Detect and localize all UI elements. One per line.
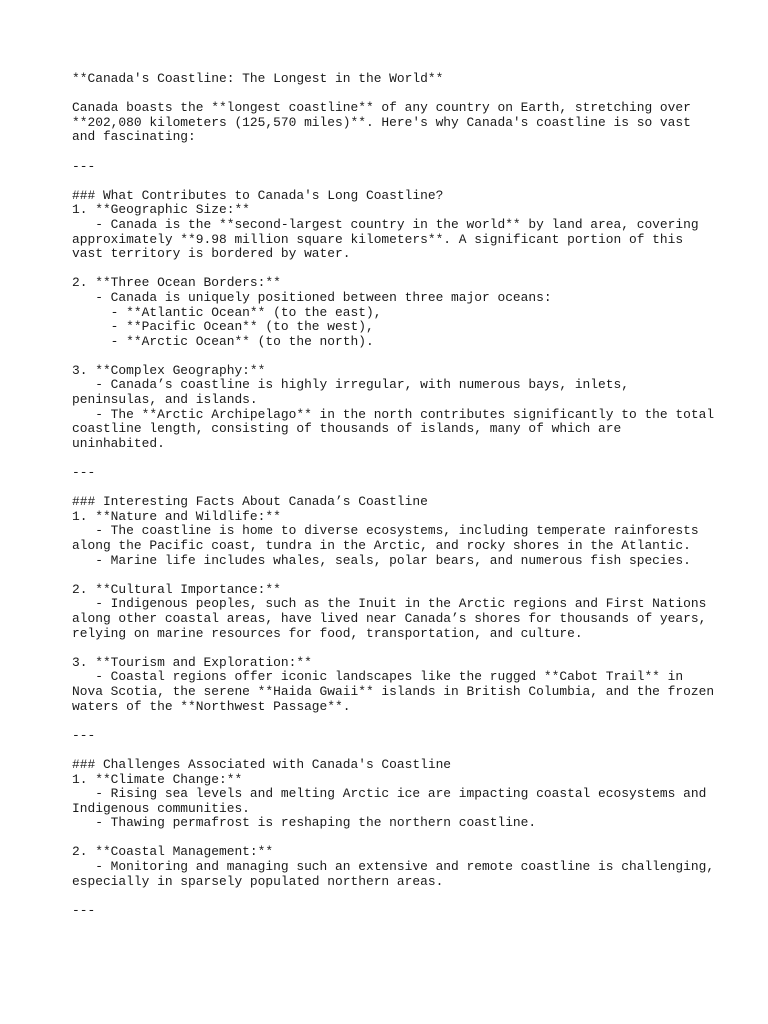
text-line: 2. **Coastal Management:** [72,844,274,860]
text-line: 3. **Tourism and Exploration:** [72,654,312,670]
text-line: - Rising sea levels and melting Arctic ice are impacting coastal ecosystems and [72,786,707,802]
text-line: 2. **Three Ocean Borders:** [72,275,281,291]
text-line: --- [72,902,96,918]
text-line: - Monitoring and managing such an extensive and remote coastline is challenging, [72,859,715,875]
text-line [72,568,712,583]
text-line [72,451,712,466]
text-line: and fascinating: [72,129,196,145]
text-line: ### Challenges Associated with Canada's Coastline [72,756,452,772]
text-line [72,481,712,496]
text-line: --- [72,465,96,481]
text-line [72,889,712,904]
text-line: especially in sparsely populated northern areas. [72,873,444,889]
text-line: - Indigenous peoples, such as the Inuit in the Arctic regions and First Nations [72,596,707,612]
text-line: vast territory is bordered by water. [72,246,351,262]
text-line: along other coastal areas, have lived near Canada’s shores for thousands of years, [72,610,707,626]
text-line: - **Atlantic Ocean** (to the east), [72,304,382,320]
text-line: ### Interesting Facts About Canada’s Coastline [72,494,428,510]
text-line: peninsulas, and islands. [72,392,258,408]
text-line: uninhabited. [72,435,165,451]
text-line: Canada boasts the **longest coastline** of any country on Earth, stretching over [72,100,691,116]
text-line [72,831,712,846]
text-line: - Thawing permafrost is reshaping the northern coastline. [72,815,537,831]
text-line [72,743,712,758]
text-line: - Canada is the **second-largest country in the world** by land area, covering [72,216,699,232]
text-line: **202,080 kilometers (125,570 miles)**. Here's why Canada's coastline is so vast [72,114,691,130]
text-line: 1. **Geographic Size:** [72,202,250,218]
text-line: - Marine life includes whales, seals, polar bears, and numerous fish species. [72,552,691,568]
text-line [72,714,712,729]
text-line: - Canada is uniquely positioned between three major oceans: [72,289,552,305]
text-line: 1. **Nature and Wildlife:** [72,508,281,524]
text-line [72,145,712,160]
text-line [72,262,712,277]
text-line [72,174,712,189]
text-line: 3. **Complex Geography:** [72,362,266,378]
text-line: approximately **9.98 million square kilometers**. A significant portion of this [72,231,684,247]
text-line: 2. **Cultural Importance:** [72,581,281,597]
text-line: coastline length, consisting of thousands of islands, many of which are [72,421,622,437]
text-line: - The **Arctic Archipelago** in the north contributes significantly to the total [72,406,715,422]
text-line [72,641,712,656]
text-line: **Canada's Coastline: The Longest in the World** [72,71,444,86]
text-line: - Coastal regions offer iconic landscapes like the rugged **Cabot Trail** in [72,669,684,685]
document-body [72,71,715,918]
text-line: ### What Contributes to Canada's Long Coastline? [72,187,444,203]
text-line: - The coastline is home to diverse ecosystems, including temperate rainforests [72,523,699,539]
text-line: - **Pacific Ocean** (to the west), [72,319,374,335]
text-line: relying on marine resources for food, transportation, and culture. [72,625,583,641]
text-line: 1. **Climate Change:** [72,771,243,787]
text-line: - **Arctic Ocean** (to the north). [72,333,374,349]
text-line: waters of the **Northwest Passage**. [72,698,351,714]
text-line [72,349,712,364]
text-line: Indigenous communities. [72,800,250,816]
text-line [72,87,712,102]
text-line: Nova Scotia, the serene **Haida Gwaii** islands in British Columbia, and the frozen [72,683,715,699]
text-line: --- [72,158,96,174]
text-line: along the Pacific coast, tundra in the Arctic, and rocky shores in the Atlantic. [72,538,691,553]
text-line: - Canada’s coastline is highly irregular, with numerous bays, inlets, [72,377,629,393]
text-line: --- [72,727,96,743]
